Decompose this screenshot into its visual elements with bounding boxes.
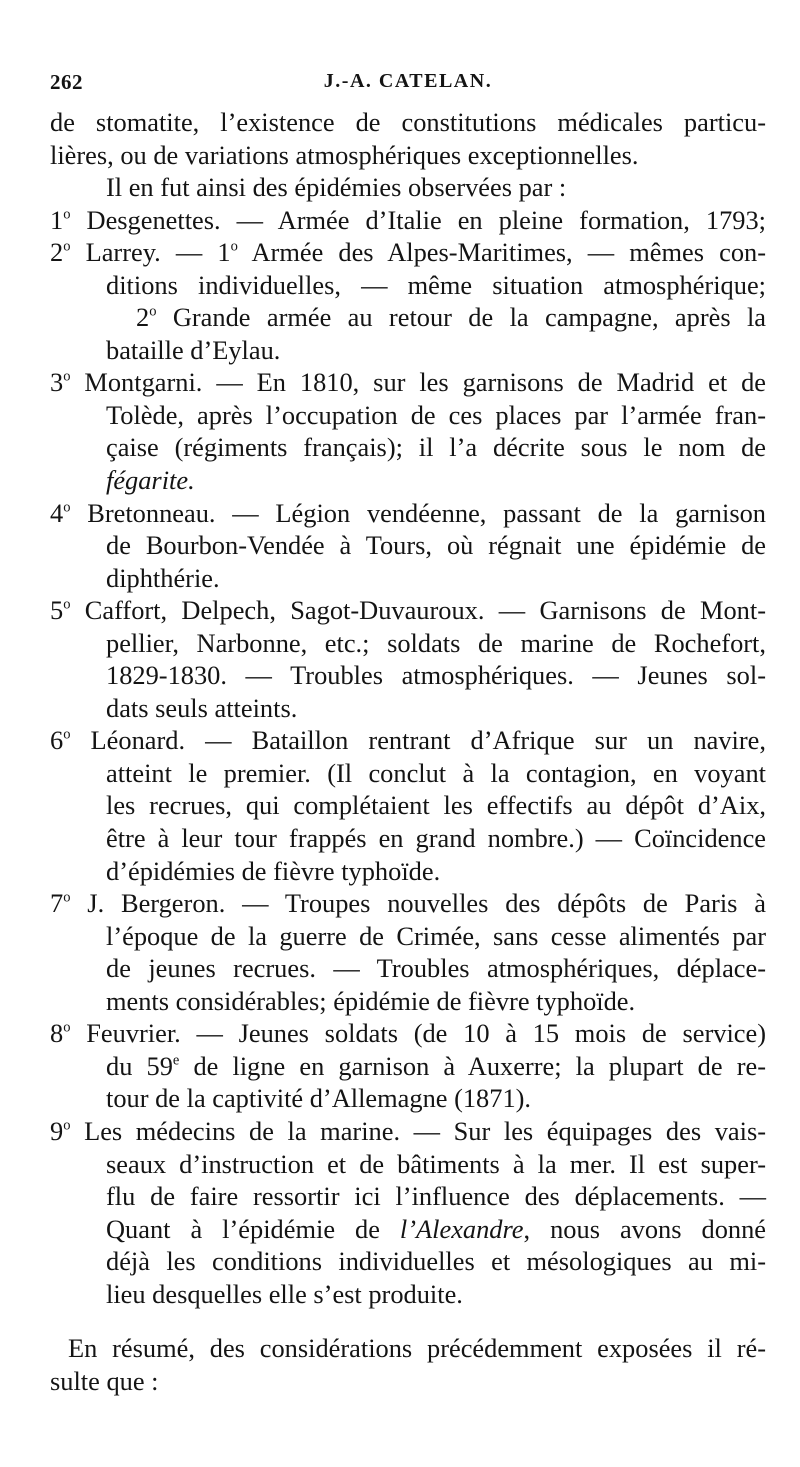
text-line: lières, ou de variations atmosphériques exceptionnelles. — [50, 139, 639, 170]
text-line: Bretonneau. — Légion vendéenne, passant de la garnison — [87, 497, 766, 528]
text-line: de jeunes recrues. — Troubles atmosphériques, déplace- — [106, 953, 766, 984]
text-line: , nous avons donné — [523, 1213, 766, 1244]
page-number: 262 — [50, 70, 83, 94]
ordinal-marker: o — [63, 596, 71, 613]
text-line: Léonard. — Bataillon rentrant d’Afrique sur un navire, — [90, 725, 766, 756]
ordinal-marker: o — [63, 238, 71, 255]
list-number: 5 — [50, 595, 64, 626]
ordinal-marker: o — [63, 889, 71, 906]
text-line: 1829-1830. — Troubles atmosphériques. — Jeunes sol- — [106, 660, 766, 691]
text-line: çaise (régiments français); il l’a décrite sous le nom de — [106, 432, 766, 463]
list-item-2 — [50, 236, 766, 269]
text-line: Les médecins de la marine. — Sur les équipages des vais- — [84, 1115, 766, 1146]
ordinal-marker: o — [63, 1019, 71, 1036]
ordinal-marker: o — [63, 368, 71, 385]
text-line: Armée des Alpes-Maritimes, — mêmes con- — [237, 237, 766, 268]
ordinal-marker: o — [63, 206, 71, 223]
list-item-3 — [50, 366, 766, 399]
list-item-4 — [50, 497, 766, 530]
text-line: de stomatite, l’existence de constitutions médicales particu- — [50, 107, 766, 137]
list-number: 4 — [50, 497, 64, 528]
list-number: 6 — [50, 725, 64, 756]
text-line: sulte que : — [50, 1365, 159, 1396]
list-item-8 — [50, 1017, 766, 1050]
text-line: Il en fut ainsi des épidémies observées par : — [106, 172, 567, 203]
text-line: Caffort, Delpech, Sagot-Duvauroux. — Garnisons de Mont- — [84, 595, 766, 626]
text-line: J. Bergeron. — Troupes nouvelles des dépôts de Paris à — [87, 888, 766, 919]
text-line: de Bourbon-Vendée à Tours, où régnait une épidémie de — [106, 530, 766, 561]
list-number: 9 — [50, 1115, 64, 1146]
text-line: seaux d’instruction et de bâtiments à la mer. Il est super- — [106, 1148, 766, 1179]
text-line: Larrey. — 1 — [85, 237, 231, 268]
text-line: atteint le premier. (Il conclut à la contagion, en voyant — [106, 757, 766, 788]
text-line: de ligne en garnison à Auxerre; la plupart de re- — [179, 1050, 766, 1081]
ordinal-marker: o — [63, 1117, 71, 1134]
text-line: d’épidémies de fièvre typhoïde. — [106, 855, 441, 886]
list-item-6 — [50, 724, 766, 757]
text-line: déjà les conditions individuelles et mésologiques au mi- — [106, 1246, 766, 1277]
text-line: Montgarni. — En 1810, sur les garnisons de Madrid et de — [84, 367, 766, 398]
list-number: 2 — [50, 237, 64, 268]
ordinal-marker: o — [63, 726, 71, 743]
list-number: 8 — [50, 1018, 64, 1049]
list-item-9 — [50, 1115, 766, 1148]
list-item-5 — [50, 594, 766, 627]
ordinal-marker: o — [230, 238, 238, 255]
text-line: diphthérie. — [106, 562, 220, 593]
list-number: 7 — [50, 888, 64, 919]
text-line: tour de la captivité d’Allemagne (1871). — [106, 1083, 532, 1114]
text-line: les recrues, qui complétaient les effectifs au dépôt d’Aix, — [106, 790, 766, 821]
text-line: ditions individuelles, — même situation atmosphérique; — [106, 269, 766, 300]
text-line: Tolède, après l’occupation de ces places par l’armée fran- — [106, 399, 766, 430]
list-number: 2 — [136, 302, 150, 333]
text-line: Desgenettes. — Armée d’Italie en pleine formation, 1793; — [86, 204, 766, 235]
running-head: J.-A. CATELAN. — [323, 70, 493, 92]
text-line: flu de faire ressortir ici l’influence des déplacements. — — [106, 1181, 766, 1212]
text-line: En résumé, des considérations précédemment exposées il ré- — [68, 1333, 766, 1364]
text-line: bataille d’Eylau. — [106, 334, 281, 365]
text-line: Feuvrier. — Jeunes soldats (de 10 à 15 mois de service) — [86, 1018, 766, 1049]
list-item-7 — [50, 887, 766, 920]
superscript: e — [172, 1052, 180, 1069]
list-number: 3 — [50, 367, 64, 398]
text-line: pellier, Narbonne, etc.; soldats de marine de Rochefort, — [106, 627, 766, 658]
text-line — [50, 1213, 766, 1246]
list-number: 1 — [50, 204, 64, 235]
list-subitem — [50, 301, 766, 334]
text-line: du 59 — [106, 1050, 173, 1081]
list-item-1 — [50, 204, 766, 237]
text-line: l’époque de la guerre de Crimée, sans cesse alimentés par — [106, 920, 766, 951]
text-line: lieu desquelles elle s’est produite. — [106, 1278, 463, 1309]
text-line: Quant à l’épidémie de — [106, 1213, 400, 1244]
ordinal-marker: o — [63, 499, 71, 516]
body-text — [50, 106, 766, 1397]
text-line: dats seuls atteints. — [106, 692, 298, 723]
paragraph-gap — [50, 1310, 766, 1332]
ordinal-marker: o — [149, 303, 157, 320]
text-line: ments considérables; épidémie de fièvre typhoïde. — [106, 985, 636, 1016]
italic-text: l’Alexandre — [399, 1213, 524, 1244]
text-line — [50, 1050, 766, 1083]
page-header — [50, 70, 766, 98]
text-line: fégarite. — [106, 465, 195, 496]
text-line: Grande armée au retour de la campagne, après la — [156, 302, 766, 333]
text-line: être à leur tour frappés en grand nombre.) — Coïncidence — [106, 823, 766, 854]
